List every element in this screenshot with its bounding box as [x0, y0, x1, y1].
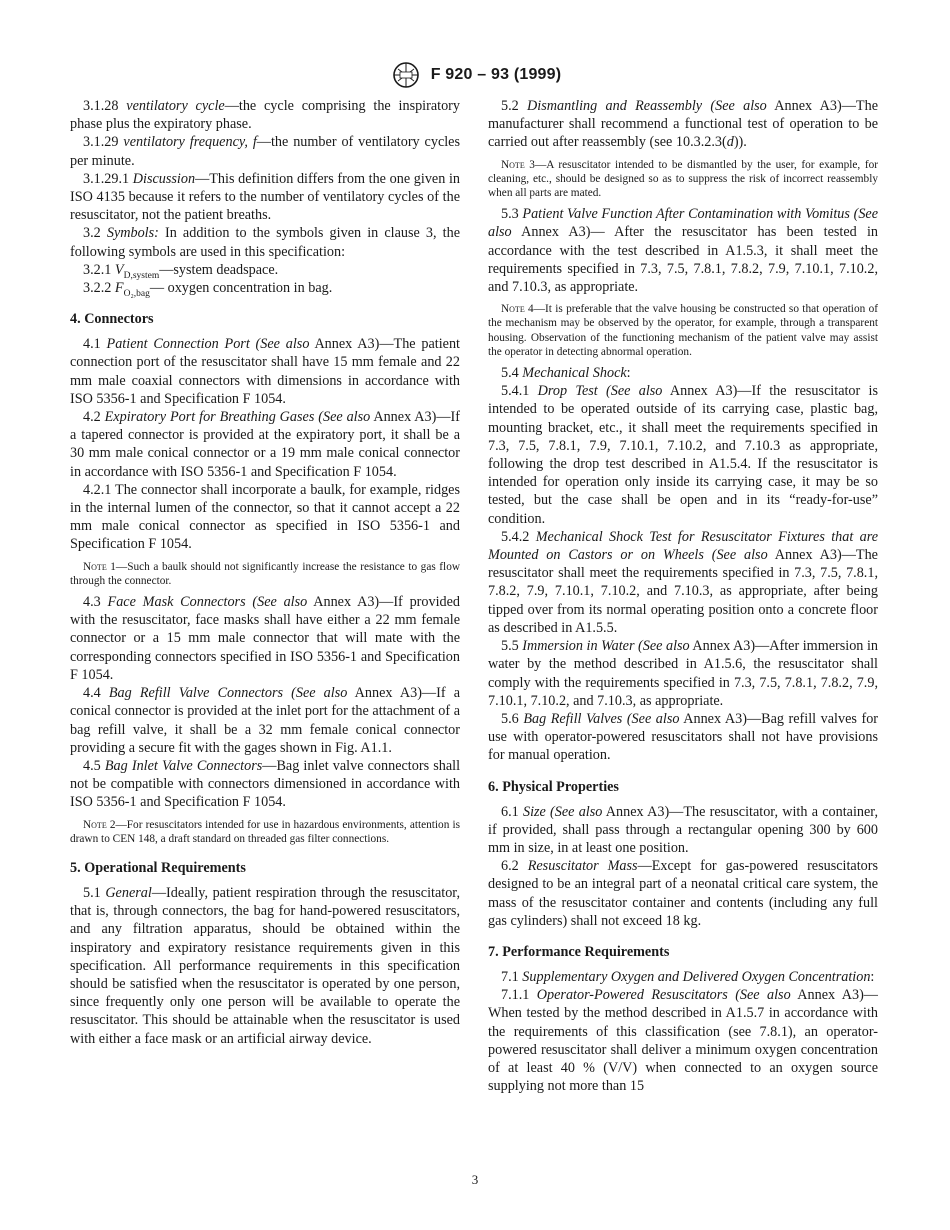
page-number: 3 [471, 1172, 479, 1187]
astm-logo-icon [389, 60, 423, 90]
clause-6-2: 6.2 Resuscitator Mass—Except for gas-powered resuscitators designed to be an integral part of a neonatal critical care system, the mass of the resuscitator container and contents (including any full gas cylinders) shall not exceed 18 kg. [488, 858, 878, 929]
left-column [70, 97, 460, 1048]
clause-5-2: 5.2 Dismantling and Reassembly (See also Annex A3)—The manufacturer shall recommend a functional test of operation to be carried out after reassembly (see 10.3.2.3(d)). [488, 98, 878, 151]
right-column [488, 97, 878, 1095]
clause-4-2: 4.2 Expiratory Port for Breathing Gases (See also Annex A3)—If a tapered connector is provided at the expiratory port, it shall be a 30 mm male conical connector or a 19 mm male conical connector in accordance with ISO 5356-1 and Specification F 1054. [70, 409, 460, 480]
section-heading-physical-properties: 6. Physical Properties [488, 778, 619, 795]
clause-5-6: 5.6 Bag Refill Valves (See also Annex A3)—Bag refill valves for use with operator-powered resuscitators shall not have provisions for manual operation. [488, 710, 879, 764]
clause-4-4: 4.4 Bag Refill Valve Connectors (See also Annex A3)—If a conical connector is provided at the inlet port for the attachment of a bag refill valve, it shall be a 32 mm female conical connector providing a secure fit with the gages shown in Fig. A1.1. [70, 685, 460, 756]
clause-7-1: 7.1 Supplementary Oxygen and Delivered Oxygen Concentration: [501, 968, 875, 985]
note-2: Note 2—For resuscitators intended for use in hazardous environments, attention is drawn to CEN 148, a draft standard on threaded gas filter connections. [70, 818, 460, 845]
clause-6-1: 6.1 Size (See also Annex A3)—The resuscitator, with a container, if provided, shall pass through a rectangular opening 300 by 600 mm in size, in at least one position. [488, 803, 878, 856]
section-heading-operational-requirements: 5. Operational Requirements [70, 859, 246, 876]
note-4: Note 4—It is preferable that the valve housing be constructed so that operation of the mechanism may be observed by the operator, for example, through a transparent housing. Observation of the functioning mechanism of the patient valve may assist the operator in detecting abnormal operation. [488, 303, 878, 358]
note-1: Note 1—Such a baulk should not significantly increase the resistance to gas flow through the connector. [70, 560, 460, 587]
clause-4-5: 4.5 Bag Inlet Valve Connectors—Bag inlet valve connectors shall not be compatible with connectors dimensioned in accordance with ISO 5356-1 and Specification F 1054. [70, 757, 461, 811]
clause-3-2: 3.2 Symbols: In addition to the symbols given in clause 3, the following symbols are used in this specification: [70, 225, 461, 260]
clause-5-4: 5.4 Mechanical Shock: [501, 365, 631, 382]
document-designation: F 920 – 93 (1999) [430, 66, 562, 83]
clause-5-3: 5.3 Patient Valve Function After Contamination with Vomitus (See also Annex A3)— After the resuscitator has been tested in accordance with the test described in A1.5.3, it shall meet the requirements specified in 7.3, 7.5, 7.8.1, 7.8.2, 7.9, 7.10.1, 7.10.2, and 7.10.3, as appropriate. [488, 206, 879, 296]
section-heading-connectors: 4. Connectors [70, 311, 154, 328]
clause-3-1-28: 3.1.28 ventilatory cycle—the cycle comprising the inspiratory phase plus the expiratory phase. [70, 98, 461, 133]
clause-5-4-1: 5.4.1 Drop Test (See also Annex A3)—If the resuscitator is intended to be operated outside of its carrying case, plastic bag, mounting bracket, etc., it shall meet the requirements specified in 7.3, 7.5, 7.8.1, 7.9, 7.10.1, 7.10.2, and 7.10.3 as appropriate, following the drop test described in A1.5.4. If the resuscitator is intended for operation only inside its carrying case, it may be so tested, but the case shall be open and in its “ready-for-use” condition. [488, 383, 879, 527]
clause-5-1: 5.1 General—Ideally, patient respiration through the resuscitator, that is, through connectors, the bag for hand-powered resuscitators, and any filtration apparatus, should be obtained within the inspiratory and expiratory resistance requirements given in this specification. All performance requirements in this specification should be satisfied when the resuscitator is operated by one person, since frequently only one person will be available to operate the resuscitator. This should be attainable when the resuscitator is used with either a face mask or an artificial airway device. [70, 884, 460, 1047]
clause-5-5: 5.5 Immersion in Water (See also Annex A3)—After immersion in water by the method described in A1.5.6, the resuscitator shall comply with the requirements specified in 7.3, 7.5, 7.8.1, 7.8.2, 7.9, 7.10.1, 7.10.2, and 7.10.3, as appropriate. [488, 638, 878, 709]
note-3: Note 3—A resuscitator intended to be dismantled by the user, for example, for cleaning, etc., should be designed so as to suppress the risk of incorrect reassembly when all parts are mated. [488, 158, 878, 200]
clause-3-1-29-1: 3.1.29.1 Discussion—This definition differs from the one given in ISO 4135 because it refers to the number of ventilatory cycles of the resuscitator, not the patient breaths. [70, 170, 461, 224]
clause-4-3: 4.3 Face Mask Connectors (See also Annex A3)—If provided with the resuscitator, face masks shall have either a 22 mm female connector or a 15 mm male connector that will mate with the corresponding connectors specified in ISO 5356-1 and Specification F 1054. [70, 594, 461, 683]
clause-3-2-2: 3.2.2 $F_{O_2,bag}—$ oxygen concentration in bag. [83, 280, 333, 299]
clause-4-2-1: 4.2.1 The connector shall incorporate a baulk, for example, ridges in the internal lumen of the connector, so that it cannot accept a 22 mm male conical connector as specified in ISO 5356-1 and Specification F 1054. [70, 481, 460, 553]
clause-5-4-2: 5.4.2 Mechanical Shock Test for Resuscitator Fixtures that are Mounted on Castors or on Wheels (See also Annex A3)—The resuscitator shall meet the requirements specified in 7.3, 7.5, 7.8.1, 7.8.2, 7.9, 7.10.1, 7.10.2, and 7.10.3, as appropriate, after being tipped over from its normal operating position onto a concrete floor as described in A1.5.5. [488, 528, 878, 636]
clause-4-1: 4.1 Patient Connection Port (See also Annex A3)—The patient connection port of the resuscitator shall have 15 mm female and 22 mm male coaxial connectors with dimensions in accordance with ISO 5356-1 and Specification F 1054. [70, 336, 461, 407]
clause-3-1-29: 3.1.29 ventilatory frequency, f—the number of ventilatory cycles per minute. [70, 134, 461, 169]
page-header [0, 60, 950, 90]
section-heading-performance-requirements: 7. Performance Requirements [488, 943, 670, 960]
clause-3-2-1: 3.2.1 $V_{D,system}—system$ deadspace. [83, 261, 279, 281]
clause-7-1-1: 7.1.1 Operator-Powered Resuscitators (See also Annex A3)—When tested by the method described in A1.5.7 in accordance with the requirements of this classification (see 7.8.1), an operator-powered resuscitator shall deliver a minimum oxygen concentration of at least 40 % (V/V) when connected to an oxygen source supplying not more than 15 [488, 987, 878, 1095]
